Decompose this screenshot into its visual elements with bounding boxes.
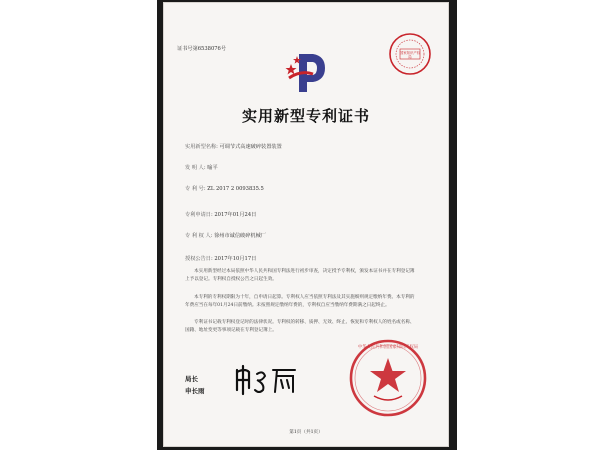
- top-right-stamp: [388, 32, 432, 76]
- paragraph: 专利证书记载专利权登记时的法律状况。专利权的转移、质押、无效、终止、恢复和专利权人的姓名或名称、国籍、地址变更等事项记载在专利登记簿上。: [185, 320, 415, 334]
- page-number: 第1页（共1页）: [289, 430, 323, 435]
- field-value: 2017年10月17日: [214, 256, 257, 262]
- field-label: 实用新型名称:: [185, 144, 218, 150]
- field-patent-number: [185, 185, 264, 192]
- field-filing-date: [185, 211, 256, 218]
- field-label: 专 利 号:: [185, 186, 206, 192]
- field-label: 专 利 权 人:: [185, 233, 213, 239]
- field-value: 可调节式高速破碎装置装置: [219, 144, 282, 150]
- top-stamp-text: 国家知识产权局: [399, 51, 421, 59]
- director-title: 局长: [185, 375, 198, 383]
- field-inventor: [185, 164, 218, 171]
- field-value: ZL 2017 2 0093835.5: [207, 186, 264, 192]
- field-name: [185, 143, 282, 150]
- director-name: 申长雨: [185, 387, 205, 395]
- certificate-number: 证书号第6538076号: [177, 46, 227, 52]
- field-label: 授权公告日:: [185, 256, 213, 262]
- signature-icon: [233, 364, 303, 396]
- seal-icon: [348, 338, 428, 418]
- cnipa-logo-icon: [283, 50, 329, 96]
- field-label: 发 明 人:: [185, 165, 206, 171]
- paragraph: 本实用新型经过本局依照中华人民共和国专利法进行初步审查，决定授予专利权，颁发本证书并在专利登记簿上予以登记。专利权自授权公告之日起生效。: [185, 269, 415, 283]
- paragraph: 本专利的专利权期限为十年，自申请日起算。专利权人应当依照专利法及其实施细则规定缴纳年费。本专利的年费应当在每年01月24日前缴纳。未按照规定缴纳年费的，专利权自应当缴纳年费期满之日起终止。: [185, 295, 415, 309]
- field-value: 2017年01月24日: [214, 212, 257, 218]
- field-grant-date: [185, 255, 256, 262]
- field-value: 喻平: [207, 165, 218, 171]
- certificate-title: 实用新型专利证书: [241, 107, 370, 125]
- field-value: 徐州市诚信破碎机械厂: [214, 233, 266, 239]
- official-seal: [348, 338, 428, 418]
- certificate-paper: [163, 2, 449, 447]
- seal-text: 中华人民共和国国家知识产权局: [357, 345, 419, 350]
- field-patentee: [185, 232, 266, 239]
- field-label: 专利申请日:: [185, 212, 213, 218]
